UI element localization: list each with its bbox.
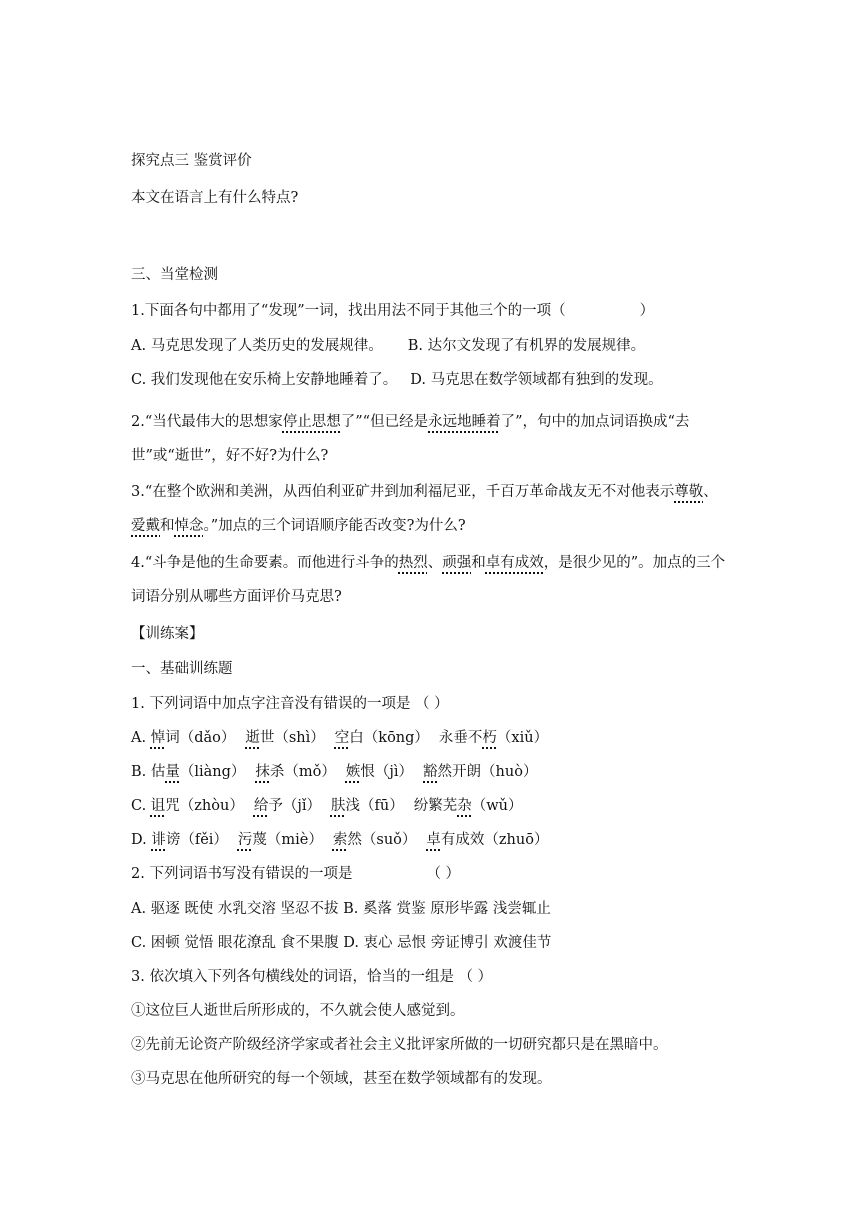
training-q2-options-ab: A. 驱逐 既使 水乳交溶 坚忍不拔 B. 奚落 赏鉴 原形毕露 浅尝辄止	[131, 901, 551, 917]
section-heading-explore: 探究点三 鉴赏评价	[131, 153, 252, 169]
dotted-char: 给	[253, 798, 269, 814]
dotted-char: 空	[334, 730, 350, 746]
question-text: 3.“在整个欧洲和美洲，从西伯利亚矿井到加利福尼亚，千百万革命战友无不对他表示	[131, 484, 675, 500]
question-text: 2. 下列词语书写没有错误的一项是	[131, 866, 353, 882]
answer-bracket: ）	[639, 303, 655, 319]
dotted-char: 卓	[426, 832, 441, 848]
option-c: C. 我们发现他在安乐椅上安静地睡着了。	[131, 372, 398, 388]
option-text: B. 估	[131, 764, 166, 780]
dotted-char: 诅	[150, 798, 166, 814]
dotted-char: 逝	[245, 730, 260, 746]
dotted-char: 污	[237, 832, 253, 848]
option-text: 纷繁芜	[413, 798, 458, 814]
dotted-char: 索	[332, 832, 348, 848]
question-text: 。”加点的三个词语顺序能否改变?为什么?	[203, 518, 466, 534]
option-text: （wǔ）	[471, 798, 523, 814]
check-question-2	[131, 405, 731, 473]
question-text: 了”，句中的加点词语换成“去世”或“逝世”，好不好?为什么?	[131, 414, 690, 464]
check-question-1	[131, 301, 731, 321]
question-text: 、	[703, 484, 718, 500]
question-text: 2.“当代最伟大的思想家	[131, 414, 283, 430]
option-text: 咒（zhòu）	[165, 798, 244, 814]
option-text: 谤（fěi）	[165, 832, 228, 848]
training-question-2	[131, 864, 731, 884]
emphasized-phrase: 顽强	[442, 555, 472, 571]
option-text: 予（jǐ）	[268, 798, 321, 814]
emphasized-phrase: 尊敬	[674, 484, 704, 500]
question-text: 和	[160, 518, 175, 534]
option-a: A. 马克思发现了人类历史的发展规律。	[131, 338, 383, 354]
training-q2-options-cd: C. 困顿 觉悟 眼花潦乱 食不果腹 D. 衷心 忌恨 旁证博引 欢渡佳节	[131, 935, 552, 951]
option-text: （xiǔ）	[496, 730, 549, 746]
option-text: （liàng）	[179, 764, 246, 780]
option-text: 蔑（miè）	[252, 832, 323, 848]
training-q3-item-3: ③马克思在他所研究的每一个领域，甚至在数学领域都有的发现。	[131, 1071, 552, 1087]
emphasized-phrase: 停止思想	[282, 414, 341, 430]
option-text: 然（suǒ）	[347, 832, 417, 848]
answer-bracket: （ ）	[426, 866, 461, 882]
training-q3-item-2: ②先前无论资产阶级经济学家或者社会主义批评家所做的一切研究都只是在黑暗中。	[131, 1037, 668, 1053]
option-text: C.	[131, 798, 151, 814]
question-text: 4.“斗争是他的生命要素。而他进行斗争的	[131, 555, 399, 571]
training-q1-option-b	[131, 762, 731, 782]
question-text: 了”“但已经是	[340, 414, 429, 430]
check-q1-options-ab	[131, 336, 731, 356]
dotted-char: 朽	[482, 730, 497, 746]
emphasized-phrase: 永远地睡着	[428, 414, 501, 430]
dotted-char: 嫉	[345, 764, 361, 780]
option-text: 有成效（zhuō）	[440, 832, 549, 848]
option-text: 永垂不	[438, 730, 483, 746]
option-text: 世（shì）	[259, 730, 325, 746]
emphasized-phrase: 卓有成效	[485, 555, 544, 571]
option-text: 白（kōng）	[349, 730, 429, 746]
explore-question: 本文在语言上有什么特点?	[131, 190, 299, 206]
dotted-char: 诽	[151, 832, 166, 848]
training-q1-option-c	[131, 796, 731, 816]
dotted-char: 豁	[423, 764, 438, 780]
check-question-4	[131, 546, 731, 614]
dotted-char: 悼	[150, 730, 166, 746]
training-q3-item-1: ①这位巨人逝世后所形成的，不久就会使人感觉到。	[131, 1003, 465, 1019]
dotted-char: 量	[165, 764, 180, 780]
question-text: 、	[427, 555, 443, 571]
question-text: 和	[471, 555, 486, 571]
emphasized-phrase: 悼念	[174, 518, 204, 534]
option-text: 浅（fū）	[345, 798, 404, 814]
option-text: D.	[131, 832, 152, 848]
option-text: A.	[131, 730, 151, 746]
training-q1-option-d	[131, 830, 731, 850]
option-d: D. 马克思在数学领域都有独到的发现。	[410, 372, 663, 388]
section-heading-check: 三、当堂检测	[131, 267, 218, 283]
emphasized-phrase: 热烈	[398, 555, 428, 571]
option-text: 词（dǎo）	[165, 730, 236, 746]
dotted-char: 杂	[457, 798, 472, 814]
question-text: 1.下面各句中都用了“发现”一词，找出用法不同于其他三个的一项（	[131, 303, 566, 319]
emphasized-phrase: 爱戴	[131, 518, 160, 534]
section-heading-basic: 一、基础训练题	[131, 661, 233, 677]
dotted-char: 肤	[330, 798, 346, 814]
option-b: B. 达尔文发现了有机界的发展规律。	[407, 338, 646, 354]
option-text: 然开朗（huò）	[437, 764, 538, 780]
question-text: ，是很少见的”。加点的三个词语分别从哪些方面评价马克思?	[131, 555, 726, 605]
dotted-char: 抹	[255, 764, 270, 780]
training-q1-option-a	[131, 728, 731, 748]
section-heading-training: 【训练案】	[131, 626, 204, 642]
option-text: 恨（jì）	[360, 764, 414, 780]
training-question-1: 1. 下列词语中加点字注音没有错误的一项是 （ ）	[131, 696, 449, 712]
check-question-3	[131, 475, 731, 543]
option-text: 杀（mǒ）	[269, 764, 336, 780]
check-q1-options-cd	[131, 370, 731, 390]
training-question-3: 3. 依次填入下列各句横线处的词语，恰当的一组是 （ ）	[131, 969, 493, 985]
